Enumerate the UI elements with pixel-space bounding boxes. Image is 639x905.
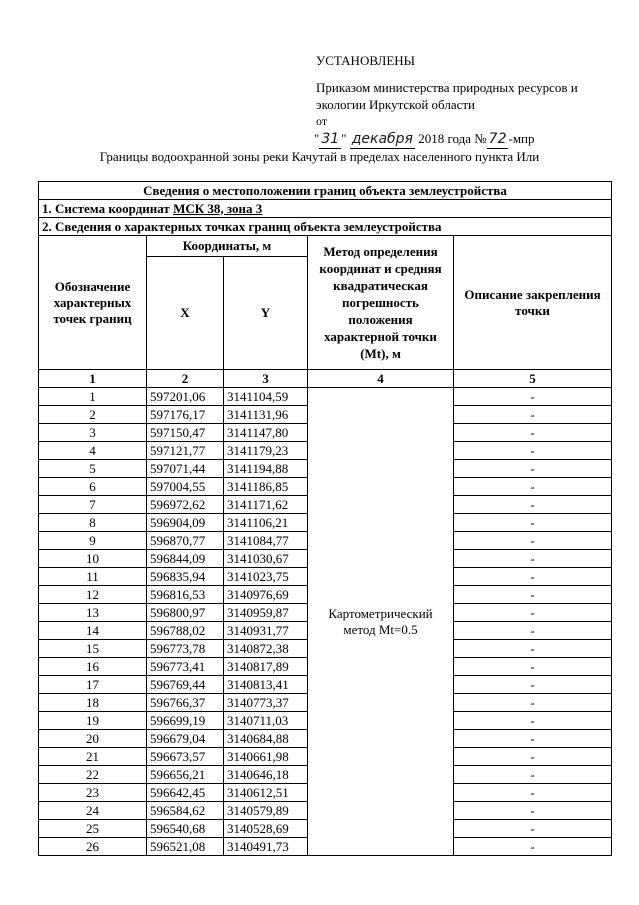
approval-from: от	[316, 114, 328, 128]
coordinate-x: 596656,21	[147, 766, 224, 784]
col-number-1: 1	[39, 370, 147, 388]
col-number-3: 3	[224, 370, 308, 388]
point-description: -	[454, 640, 612, 658]
coordinate-y: 3141147,80	[224, 424, 308, 442]
coordinate-x: 596972,62	[147, 496, 224, 514]
section-title: Сведения о местоположении границ объекта землеустройства	[39, 182, 612, 200]
point-number: 1	[39, 388, 147, 406]
coordinate-x: 596844,09	[147, 550, 224, 568]
point-number: 24	[39, 802, 147, 820]
coordinate-y: 3140872,38	[224, 640, 308, 658]
coordinate-x: 597201,06	[147, 388, 224, 406]
point-number: 21	[39, 748, 147, 766]
approval-date-line: " 31 " декабря 2018 года № 72 -мпр	[314, 131, 535, 147]
point-description: -	[454, 820, 612, 838]
point-number: 9	[39, 532, 147, 550]
coordinate-system-name: МСК 38, зона 3	[173, 200, 263, 216]
point-description: -	[454, 532, 612, 550]
point-description: -	[454, 568, 612, 586]
point-description: -	[454, 838, 612, 856]
point-number: 15	[39, 640, 147, 658]
coordinate-x: 596642,45	[147, 784, 224, 802]
point-number: 17	[39, 676, 147, 694]
point-description: -	[454, 658, 612, 676]
point-number: 10	[39, 550, 147, 568]
point-description: -	[454, 802, 612, 820]
coordinate-x: 596679,04	[147, 730, 224, 748]
coordinate-x: 596835,94	[147, 568, 224, 586]
point-description: -	[454, 712, 612, 730]
point-number: 16	[39, 658, 147, 676]
point-number: 4	[39, 442, 147, 460]
coordinate-y: 3141171,62	[224, 496, 308, 514]
header-y: Y	[224, 257, 308, 370]
header-designation: Обозначение характерных точек границ	[39, 236, 147, 370]
point-description: -	[454, 424, 612, 442]
coordinate-x: 596699,19	[147, 712, 224, 730]
point-description: -	[454, 406, 612, 424]
approval-year: 2018 года №	[418, 131, 487, 146]
coordinate-x: 597121,77	[147, 442, 224, 460]
coordinate-x: 596870,77	[147, 532, 224, 550]
coordinate-y: 3140931,77	[224, 622, 308, 640]
coordinate-x: 596800,97	[147, 604, 224, 622]
approval-suffix: -мпр	[508, 131, 535, 146]
coordinate-x: 596521,08	[147, 838, 224, 856]
point-description: -	[454, 514, 612, 532]
point-description: -	[454, 766, 612, 784]
handwritten-month: декабря	[351, 131, 413, 147]
point-description: -	[454, 478, 612, 496]
approval-block	[316, 52, 616, 149]
point-number: 19	[39, 712, 147, 730]
coordinate-y: 3140817,89	[224, 658, 308, 676]
coordinate-x: 597176,17	[147, 406, 224, 424]
coordinate-x: 597071,44	[147, 460, 224, 478]
point-description: -	[454, 622, 612, 640]
coordinate-y: 3140579,89	[224, 802, 308, 820]
document-title: Границы водоохранной зоны реки Качутай в пределах населенного пункта Или	[99, 149, 540, 164]
point-number: 11	[39, 568, 147, 586]
coordinate-x: 596773,78	[147, 640, 224, 658]
header-coordinates: Координаты, м	[147, 236, 308, 257]
point-number: 14	[39, 622, 147, 640]
coordinate-y: 3141186,85	[224, 478, 308, 496]
approval-line-1: Приказом министерства природных ресурсов и	[316, 80, 578, 95]
coordinate-y: 3140813,41	[224, 676, 308, 694]
coordinate-y: 3141194,88	[224, 460, 308, 478]
handwritten-number: 72	[488, 131, 507, 147]
point-number: 26	[39, 838, 147, 856]
point-number: 22	[39, 766, 147, 784]
coordinate-y: 3141131,96	[224, 406, 308, 424]
point-description: -	[454, 676, 612, 694]
coordinate-y: 3141030,67	[224, 550, 308, 568]
coordinate-y: 3141084,77	[224, 532, 308, 550]
coordinate-x: 596673,57	[147, 748, 224, 766]
point-description: -	[454, 388, 612, 406]
coordinate-y: 3140661,98	[224, 748, 308, 766]
point-number: 13	[39, 604, 147, 622]
header-description: Описание закрепления точки	[454, 236, 612, 370]
header-x: X	[147, 257, 224, 370]
point-number: 25	[39, 820, 147, 838]
point-description: -	[454, 496, 612, 514]
col-number-4: 4	[308, 370, 454, 388]
coordinate-y: 3140491,73	[224, 838, 308, 856]
point-number: 18	[39, 694, 147, 712]
coordinate-x: 596788,02	[147, 622, 224, 640]
point-number: 12	[39, 586, 147, 604]
col-number-5: 5	[454, 370, 612, 388]
coordinate-y: 3140646,18	[224, 766, 308, 784]
coordinate-x: 597004,55	[147, 478, 224, 496]
point-description: -	[454, 694, 612, 712]
table-body	[39, 388, 612, 856]
coordinate-y: 3140711,03	[224, 712, 308, 730]
coordinate-x: 596540,68	[147, 820, 224, 838]
coordinate-y: 3141179,23	[224, 442, 308, 460]
coordinate-x: 596769,44	[147, 676, 224, 694]
coordinate-x: 596766,37	[147, 694, 224, 712]
point-description: -	[454, 460, 612, 478]
coordinate-y: 3140528,69	[224, 820, 308, 838]
coordinate-x: 596584,62	[147, 802, 224, 820]
coordinate-x: 597150,47	[147, 424, 224, 442]
point-number: 7	[39, 496, 147, 514]
coordinate-y: 3141106,21	[224, 514, 308, 532]
point-number: 20	[39, 730, 147, 748]
table-row	[39, 388, 612, 406]
approval-title: УСТАНОВЛЕНЫ	[316, 53, 415, 68]
coordinate-y: 3140773,37	[224, 694, 308, 712]
coordinate-y: 3141104,59	[224, 388, 308, 406]
coordinate-y: 3141023,75	[224, 568, 308, 586]
coordinate-x: 596816,53	[147, 586, 224, 604]
point-number: 6	[39, 478, 147, 496]
coordinates-table	[38, 181, 612, 856]
coordinate-y: 3140612,51	[224, 784, 308, 802]
point-description: -	[454, 604, 612, 622]
approval-line-2: экологии Иркутской области	[316, 97, 475, 112]
point-description: -	[454, 586, 612, 604]
header-method: Метод определения координат и средняя квадратическая погрешность положения характерной точки (Mt), м	[308, 236, 454, 370]
coordinate-system: 1. Система координат МСК 38, зона 3	[39, 200, 612, 218]
coordinate-x: 596904,09	[147, 514, 224, 532]
point-number: 2	[39, 406, 147, 424]
point-number: 3	[39, 424, 147, 442]
col-number-2: 2	[147, 370, 224, 388]
point-description: -	[454, 784, 612, 802]
point-number: 23	[39, 784, 147, 802]
point-number: 5	[39, 460, 147, 478]
coordinate-x: 596773,41	[147, 658, 224, 676]
coordinate-y: 3140976,69	[224, 586, 308, 604]
handwritten-day: 31	[321, 131, 340, 147]
point-description: -	[454, 442, 612, 460]
point-description: -	[454, 550, 612, 568]
points-info-title: 2. Сведения о характерных точках границ объекта землеустройства	[39, 218, 612, 236]
point-number: 8	[39, 514, 147, 532]
coordinate-y: 3140684,88	[224, 730, 308, 748]
point-description: -	[454, 730, 612, 748]
coordinate-y: 3140959,87	[224, 604, 308, 622]
method-value: Картометрический метод Mt=0.5	[308, 388, 454, 856]
point-description: -	[454, 748, 612, 766]
